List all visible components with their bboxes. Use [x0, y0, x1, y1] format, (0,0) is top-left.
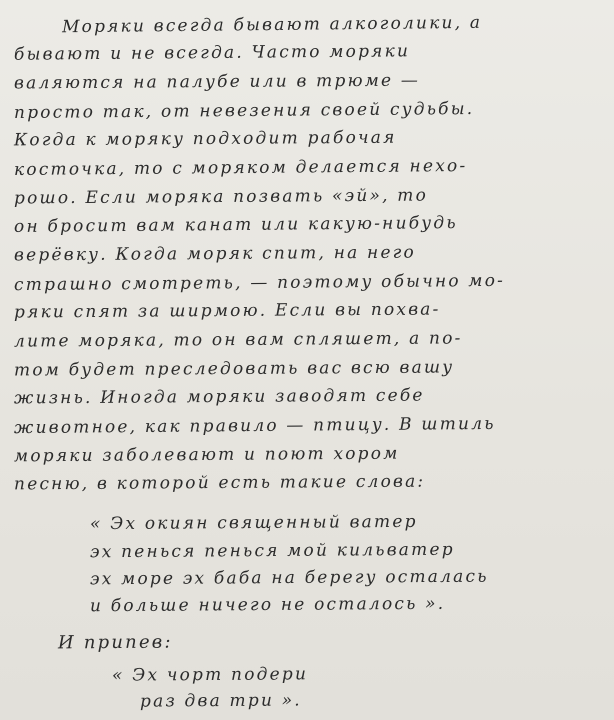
paragraph-line-16: моряки заболевают и поют хором [13, 443, 400, 467]
song-line-4: и больше ничего не осталось ». [89, 593, 446, 617]
paragraph-line-15: животное, как правило — птицу. В штиль [13, 413, 496, 439]
paragraph-line-4: просто так, от невезения своей судьбы. [13, 98, 475, 124]
paragraph-line-10: страшно смотреть, — поэтому обычно мо- [13, 270, 506, 296]
paragraph-line-13: том будет преследовать вас всю вашу [13, 357, 455, 381]
song-line-2: эх пенься пенься мой кильватер [89, 539, 455, 563]
paragraph-line-17: песню, в которой есть такие слова: [13, 471, 426, 495]
refrain-line-1: « Эх чорт подери [111, 664, 309, 686]
song-line-3: эх море эх баба на берегу осталась [89, 566, 489, 590]
paragraph-line-14: жизнь. Иногда моряки заводят себе [13, 385, 425, 409]
paragraph-line-6: косточка, то с моряком делается нехо- [13, 156, 468, 180]
paragraph-line-7: рошо. Если моряка позвать «эй», то [13, 185, 429, 209]
paragraph-line-12: лите моряка, то он вам спляшет, а по- [13, 328, 463, 352]
paragraph-line-11: ряки спят за ширмою. Если вы похва- [13, 299, 441, 323]
song-line-1: « Эх окиян священный ватер [89, 511, 418, 535]
paragraph-line-5: Когда к моряку подходит рабочая [13, 127, 397, 151]
paragraph-line-3: валяются на палубе или в трюме — [13, 70, 421, 94]
paragraph-line-2: бывают и не всегда. Часто моряки [13, 41, 411, 65]
paragraph-line-8: он бросит вам канат или какую-нибудь [13, 213, 458, 237]
refrain-heading: И припев: [57, 631, 173, 654]
refrain-line-2: раз два три ». [139, 690, 302, 712]
paragraph-line-9: верёвку. Когда моряк спит, на него [13, 242, 416, 266]
paragraph-line-1: Моряки всегда бывают алкоголики, а [61, 12, 483, 38]
